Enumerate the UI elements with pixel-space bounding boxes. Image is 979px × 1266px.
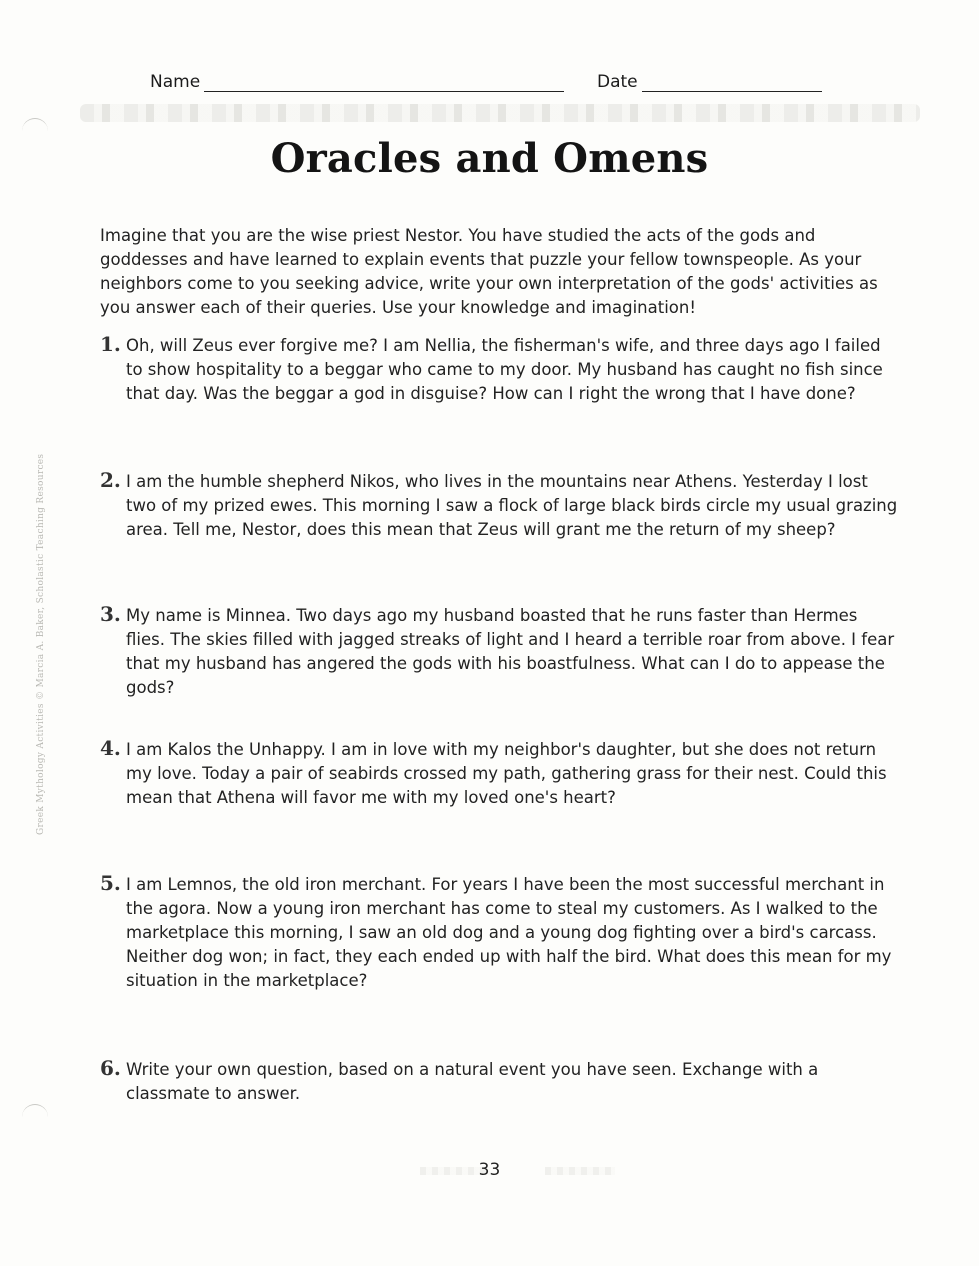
page-title: Oracles and Omens [270,135,709,182]
question-item [100,470,900,542]
intro-paragraph: Imagine that you are the wise priest Nestor. You have studied the acts of the gods and goddesses and have learned to explain events that puzzle your fellow townspeople. As your neighbors come to you seeking advice, write your own interpretation of the gods' activities as you answer each of their queries. Use your knowledge and imagination! [100,226,878,317]
side-credit: Greek Mythology Activities © Marcia A. Baker, Scholastic Teaching Resources [36,453,46,835]
question-text: Oh, will Zeus ever forgive me? I am Nellia, the fisherman's wife, and three days ago I failed to show hospitality to a beggar who came to my door. My husband has caught no fish since that day. Was the beggar a god in disguise? How can I right the wrong that I have done? [126,336,883,403]
question-text: I am Lemnos, the old iron merchant. For years I have been the most successful merchant in the agora. Now a young iron merchant has come to steal my customers. As I walked to the marketplace this morning, I saw an old dog and a young dog fighting over a bird's carcass. Neither dog won; in fact, they each ended up with half the bird. What does this mean for my situation in the marketplace? [126,875,892,990]
decorative-border [80,104,920,122]
name-input-line[interactable] [204,77,564,92]
date-input-line[interactable] [642,77,822,92]
question-item [100,738,900,810]
question-item [100,873,900,993]
name-field[interactable] [150,72,564,92]
question-item [100,1058,900,1106]
question-text: My name is Minnea. Two days ago my husband boasted that he runs faster than Hermes flies. The skies filled with jagged streaks of light and I heard a terrible roar from above. I fear that my husband has angered the gods with his boastfulness. What can I do to appease the gods? [126,606,895,697]
question-number: 2. [100,468,121,492]
date-label: Date [597,72,638,92]
name-label: Name [150,72,201,92]
question-number: 4. [100,736,121,760]
question-item [100,334,900,406]
question-number: 6. [100,1056,121,1080]
question-number: 1. [100,332,121,356]
question-item [100,604,900,700]
binder-hole-mark [22,1104,48,1117]
question-number: 5. [100,871,121,895]
question-text: Write your own question, based on a natural event you have seen. Exchange with a classmate to answer. [126,1060,819,1103]
question-text: I am Kalos the Unhappy. I am in love with my neighbor's daughter, but she does not return my love. Today a pair of seabirds crossed my path, gathering grass for their nest. Could this mean that Athena will favor me with my loved one's heart? [126,740,887,807]
date-field[interactable] [597,72,822,92]
binder-hole-mark [22,118,48,131]
page-number: 33 [478,1160,501,1180]
question-number: 3. [100,602,121,626]
question-text: I am the humble shepherd Nikos, who lives in the mountains near Athens. Yesterday I lost two of my prized ewes. This morning I saw a flock of large black birds circle my usual grazing area. Tell me, Nestor, does this mean that Zeus will grant me the return of my sheep? [126,472,898,539]
